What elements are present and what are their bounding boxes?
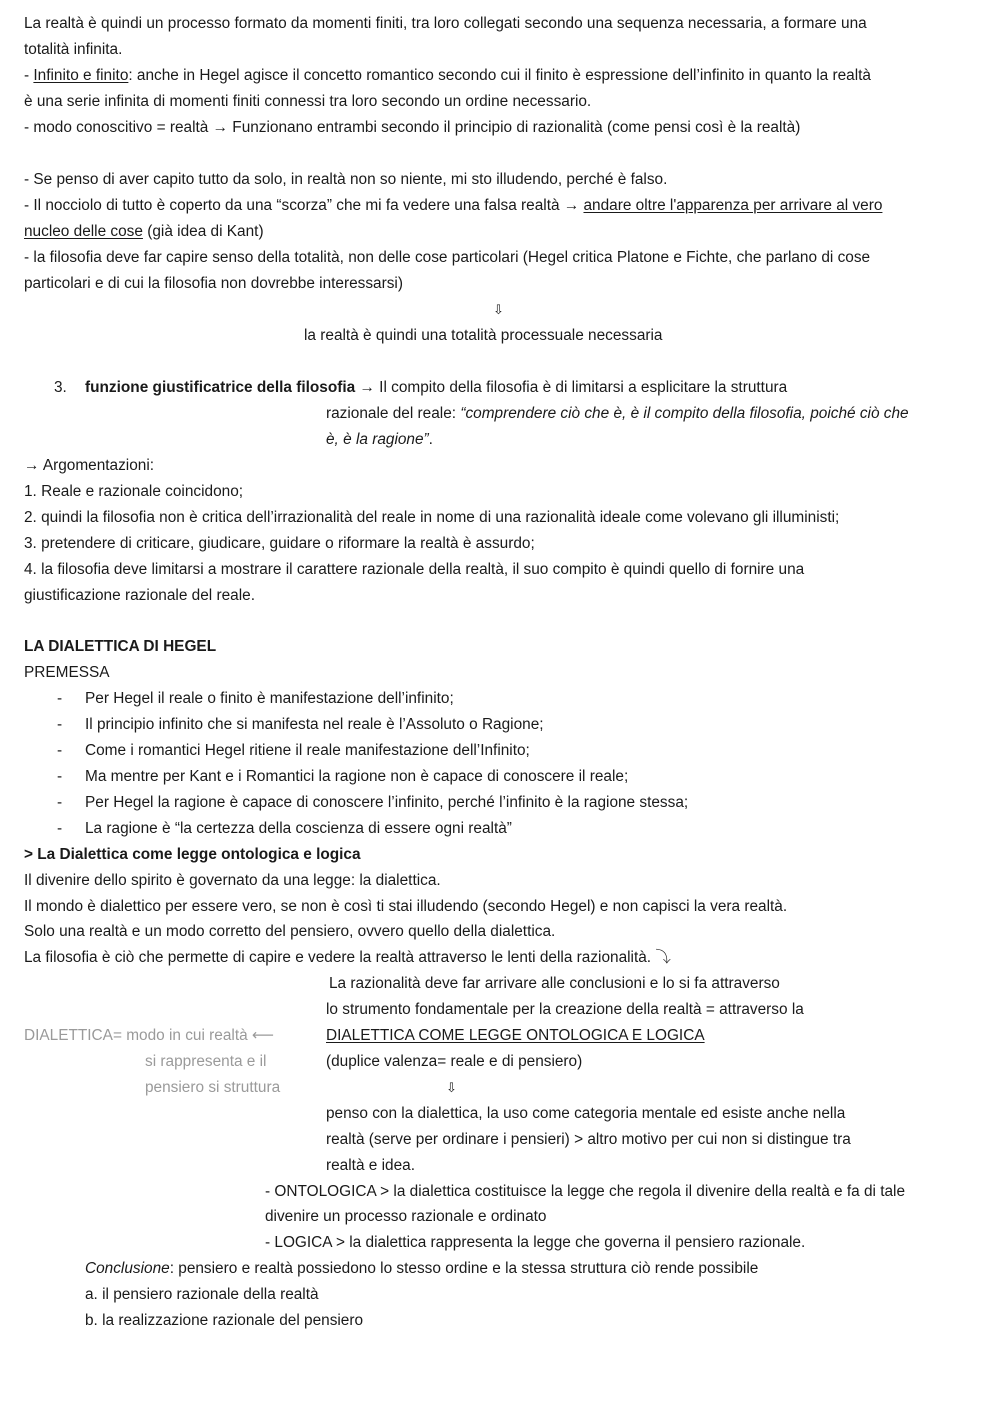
bullet-text: Il principio infinito che si manifesta nel reale è l’Assoluto o Ragione;: [85, 716, 544, 733]
diagram-text: realtà (serve per ordinare i pensieri) > altro motivo per cui non si distingue tra: [326, 1131, 851, 1148]
diagram-left-label: si rappresenta e il: [145, 1053, 267, 1070]
bullet-text: Per Hegel la ragione è capace di conoscere l’infinito, perché l’infinito è la ragione stessa;: [85, 794, 689, 811]
paragraph-line: [24, 222, 264, 242]
paragraph-line: - la filosofia deve far capire senso della totalità, non delle cose particolari (Hegel critica Platone e Fichte, che parlano di cose: [24, 249, 871, 266]
bullet-text: La ragione è “la certezza della coscienza di essere ogni realtà”: [85, 820, 512, 837]
paragraph-line: totalità infinita.: [24, 41, 123, 58]
text-segment: : pensiero e realtà possiedono lo stesso ordine e la stessa struttura ciò rende possibile: [169, 1260, 759, 1277]
logica-line: - LOGICA > la dialettica rappresenta la legge che governa il pensiero razionale.: [265, 1234, 806, 1251]
list-item: 4. la filosofia deve limitarsi a mostrare il carattere razionale della realtà, il suo compito è quindi quello di fornire una: [24, 561, 805, 578]
subsection-heading: > La Dialettica come legge ontologica e logica: [24, 846, 361, 863]
paragraph-line: è una serie infinita di momenti finiti connessi tra loro secondo un ordine necessario.: [24, 93, 592, 110]
bullet-dash: -: [57, 820, 63, 837]
list-item: 3. pretendere di criticare, giudicare, guidare o riformare la realtà è assurdo;: [24, 535, 535, 552]
diagram-text: penso con la dialettica, la uso come categoria mentale ed esiste anche nella: [326, 1105, 846, 1122]
list-number: 3.: [54, 379, 67, 396]
list-item: 2. quindi la filosofia non è critica dell’irrazionalità del reale in nome di una razionalità ideale come volevano gli illuministi;: [24, 509, 840, 526]
paragraph-line: La filosofia è ciò che permette di capire e vedere la realtà attraverso le lenti della razionalità. ⤵: [24, 949, 671, 966]
bullet-dash: -: [57, 690, 63, 707]
funzione-line: [326, 404, 909, 424]
bullet-dash: -: [57, 716, 63, 733]
diagram-key-phrase: DIALETTICA COME LEGGE ONTOLOGICA E LOGICA: [326, 1027, 705, 1044]
text-segment: razionale del reale:: [326, 405, 461, 422]
paragraph-line: - Se penso di aver capito tutto da solo, in realtà non so niente, mi sto illudendo, perché è falso.: [24, 171, 668, 188]
ontologica-line: - ONTOLOGICA > la dialettica costituisce la legge che regola il divenire della realtà e fa di tale: [265, 1183, 906, 1200]
text-segment: : anche in Hegel agisce il concetto romantico secondo cui il finito è espressione dell’infinito in quanto la realtà: [128, 67, 871, 84]
bullet-dash: -: [57, 794, 63, 811]
text-segment: (già idea di Kant): [142, 223, 264, 240]
diagram-text: La razionalità deve far arrivare alle conclusioni e lo si fa attraverso: [329, 975, 780, 992]
ontologica-line: divenire un processo razionale e ordinato: [265, 1208, 547, 1225]
bullet-dash: -: [57, 768, 63, 785]
dash-prefix: -: [24, 67, 34, 84]
diagram-left-label: pensiero si struttura: [145, 1079, 281, 1096]
bullet-text: Per Hegel il reale o finito è manifestazione dell’infinito;: [85, 690, 454, 707]
paragraph-line: - modo conoscitivo = realtà → Funzionano entrambi secondo il principio di razionalità (come pensi così è la realtà): [24, 119, 801, 136]
text-segment: → Il compito della filosofia è di limitarsi a esplicitare la struttura: [355, 379, 788, 396]
paragraph-line: Il divenire dello spirito è governato da una legge: la dialettica.: [24, 872, 441, 889]
funzione-line: [85, 378, 787, 398]
conclusione-label: Conclusione: [85, 1260, 170, 1277]
text-segment: - Il nocciolo di tutto è coperto da una “scorza” che mi fa vedere una falsa realtà →: [24, 197, 584, 214]
paragraph-line: [24, 196, 882, 216]
paragraph-line: La realtà è quindi un processo formato da momenti finiti, tra loro collegati secondo una sequenza necessaria, a formare una: [24, 15, 867, 32]
list-item: a. il pensiero razionale della realtà: [85, 1286, 319, 1303]
list-item-continuation: giustificazione razionale del reale.: [24, 587, 255, 604]
diagram-text: (duplice valenza= reale e di pensiero): [326, 1053, 583, 1070]
premessa-heading: PREMESSA: [24, 664, 110, 681]
paragraph-line: Il mondo è dialettico per essere vero, se non è così ti stai illudendo (secondo Hegel) e non capisci la vera realtà.: [24, 898, 788, 915]
conclusion-line: la realtà è quindi una totalità processuale necessaria: [304, 327, 663, 344]
funzione-line: [326, 430, 433, 450]
diagram-text: realtà e idea.: [326, 1157, 415, 1174]
funzione-title: funzione giustificatrice della filosofia: [85, 379, 356, 396]
bullet-dash: -: [57, 742, 63, 759]
text-segment: .: [428, 431, 433, 448]
diagram-left-label: DIALETTICA= modo in cui realtà ⟵: [24, 1027, 275, 1044]
argomentazioni-heading: → Argomentazioni:: [24, 457, 155, 474]
down-arrow-icon: ⇩: [493, 302, 504, 317]
quote-italic: “comprendere ciò che è, è il compito della filosofia, poiché ciò che: [460, 405, 909, 422]
bullet-text: Come i romantici Hegel ritiene il reale manifestazione dell’Infinito;: [85, 742, 530, 759]
underlined-term: Infinito e finito: [33, 67, 129, 84]
list-item: b. la realizzazione razionale del pensiero: [85, 1312, 364, 1329]
paragraph-line: Solo una realtà e un modo corretto del pensiero, ovvero quello della dialettica.: [24, 923, 556, 940]
section-heading: LA DIALETTICA DI HEGEL: [24, 638, 217, 655]
underlined-phrase: nucleo delle cose: [24, 223, 143, 240]
quote-italic: è, è la ragione”: [326, 431, 429, 448]
paragraph-line: [24, 66, 871, 86]
list-item: 1. Reale e razionale coincidono;: [24, 483, 244, 500]
conclusione-line: [85, 1259, 758, 1279]
diagram-text: lo strumento fondamentale per la creazione della realtà = attraverso la: [326, 1001, 804, 1018]
underlined-phrase: andare oltre l'apparenza per arrivare al vero: [583, 197, 883, 214]
down-arrow-icon: ⇩: [446, 1080, 457, 1095]
bullet-text: Ma mentre per Kant e i Romantici la ragione non è capace di conoscere il reale;: [85, 768, 629, 785]
paragraph-line: particolari e di cui la filosofia non dovrebbe interessarsi): [24, 275, 403, 292]
